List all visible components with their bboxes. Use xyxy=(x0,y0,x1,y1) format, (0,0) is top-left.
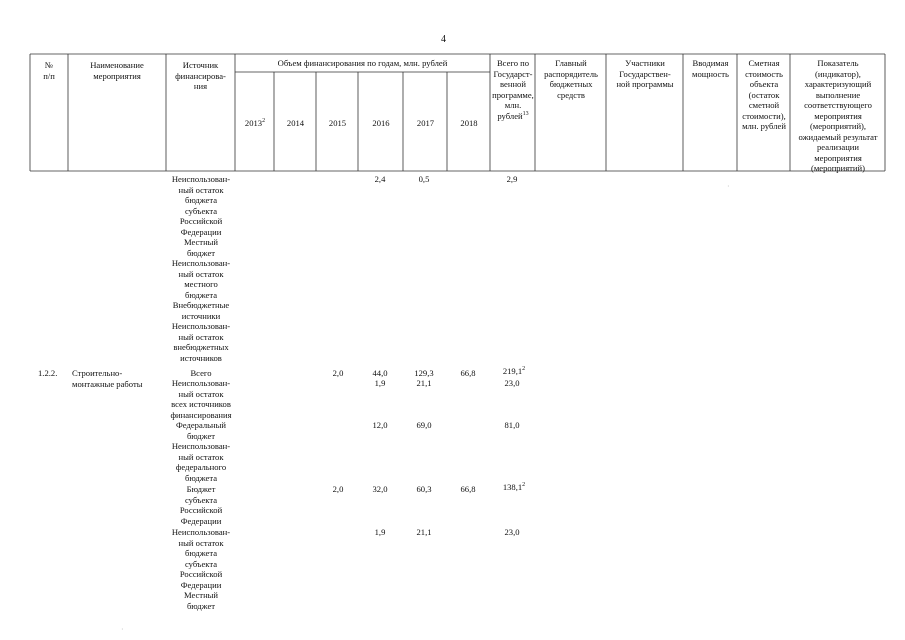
header-year-2014-text: 2014 xyxy=(286,118,305,128)
item-name-text: Строительно- монтажные работы xyxy=(72,368,143,389)
row-unused-all-2016: 1,9 xyxy=(374,378,386,388)
page-number: 4 xyxy=(441,34,446,45)
row-source-total xyxy=(166,368,236,379)
row-subject-2015: 2,0 xyxy=(332,484,344,494)
header-year-2014 xyxy=(275,118,316,129)
row-source-unused-subject-text: Неиспользован- ный остаток бюджета субъекта Российской Федерации Местный бюджет xyxy=(171,527,231,611)
header-funding-source-text: Источник финансирова- ния xyxy=(175,60,226,91)
row-source-subject xyxy=(166,484,236,526)
row-source-unused-federal-text: Неиспользован- ный остаток федерального бюджета xyxy=(171,441,231,483)
header-estimate-cost xyxy=(738,58,790,132)
row-total-2018: 66,8 xyxy=(460,368,476,378)
header-year-2017 xyxy=(404,118,447,129)
header-budget-manager-text: Главный распорядитель бюджетных средств xyxy=(544,58,598,100)
header-year-2015-text: 2015 xyxy=(328,118,347,128)
row-subject-2016: 32,0 xyxy=(372,484,388,494)
header-year-2017-text: 2017 xyxy=(416,118,435,128)
top-block-2016: 2,4 xyxy=(374,174,386,184)
header-participants-text: Участники Государствен- ной программы xyxy=(616,58,674,89)
header-year-2018-text: 2018 xyxy=(460,118,478,128)
row-unused-all-total: 23,0 xyxy=(504,378,520,388)
header-number xyxy=(33,60,65,81)
header-indicator xyxy=(791,58,885,174)
row-source-federal xyxy=(166,420,236,441)
top-block-source xyxy=(166,174,236,363)
row-total-sum-footnote: 2 xyxy=(522,366,526,373)
row-subject-total-value: 138,1 xyxy=(502,482,523,492)
row-source-total-text: Всего xyxy=(190,368,212,378)
row-subject-total-footnote: 2 xyxy=(522,482,526,489)
row-source-federal-text: Федеральный бюджет xyxy=(175,420,227,441)
top-block-2017: 0,5 xyxy=(418,174,430,184)
row-total-sum-value: 219,1 xyxy=(502,366,523,376)
header-year-2018 xyxy=(448,118,490,129)
header-total-footnote: 13 xyxy=(522,110,529,117)
header-year-2013-footnote: 2 xyxy=(262,118,266,125)
row-unused-all-2017: 21,1 xyxy=(416,378,432,388)
scan-speck: · xyxy=(121,625,124,634)
row-source-unused-subject xyxy=(166,527,236,611)
row-federal-2017: 69,0 xyxy=(416,420,432,430)
row-source-subject-text: Бюджет субъекта Российской Федерации xyxy=(179,484,223,526)
row-total-2017: 129,3 xyxy=(414,368,434,378)
row-federal-2016: 12,0 xyxy=(372,420,388,430)
header-estimate-cost-text: Сметная стоимость объекта (остаток сметной стоимости), млн. рублей xyxy=(742,58,786,131)
header-capacity-text: Вводимая мощность xyxy=(692,58,729,79)
row-source-unused-all xyxy=(166,378,236,420)
row-subject-2017: 60,3 xyxy=(416,484,432,494)
header-number-text: № п/п xyxy=(43,60,55,81)
header-event-name-text: Наименование мероприятия xyxy=(90,60,144,81)
header-year-2013-text: 2013 xyxy=(244,118,263,128)
header-participants xyxy=(607,58,683,90)
header-funding-source xyxy=(168,60,233,92)
scan-speck: · xyxy=(727,182,730,191)
row-total-2015: 2,0 xyxy=(332,368,344,378)
header-year-2016-text: 2016 xyxy=(372,118,390,128)
header-indicator-text: Показатель (индикатор), характеризующий выполнение соответствующего мероприятия (мероприятий), ожидаемый результат реализации мероприятия (мероприятий) xyxy=(798,58,878,173)
row-subject-total xyxy=(490,482,538,493)
header-volume xyxy=(237,58,488,69)
row-total-sum xyxy=(490,366,538,377)
row-source-unused-federal xyxy=(166,441,236,483)
header-year-2015 xyxy=(317,118,358,129)
row-subject-2018: 66,8 xyxy=(460,484,476,494)
item-name xyxy=(72,368,166,389)
header-total-text: Всего по Государст- венной программе, млн. рублей xyxy=(492,58,534,121)
header-capacity xyxy=(684,58,737,79)
header-year-2013 xyxy=(236,118,274,129)
header-year-2016 xyxy=(359,118,403,129)
row-total-2016: 44,0 xyxy=(372,368,388,378)
top-block-total: 2,9 xyxy=(506,174,518,184)
item-number: 1.2.2. xyxy=(38,368,58,378)
row-source-unused-all-text: Неиспользован- ный остаток всех источников финансирования xyxy=(170,378,232,420)
header-volume-text: Объем финансирования по годам, млн. рублей xyxy=(277,58,448,68)
header-total xyxy=(491,58,535,121)
header-budget-manager xyxy=(536,58,606,100)
row-unused-subject-total: 23,0 xyxy=(504,527,520,537)
top-block-source-text: Неиспользован- ный остаток бюджета субъекта Российской Федерации Местный бюджет Неиспользован- ный остаток местного бюджета Внебюджетные источники Неиспользован- ный остаток внебюджетных источников xyxy=(171,174,231,363)
row-unused-subject-2016: 1,9 xyxy=(374,527,386,537)
header-event-name xyxy=(70,60,164,81)
row-federal-total: 81,0 xyxy=(504,420,520,430)
row-unused-subject-2017: 21,1 xyxy=(416,527,432,537)
